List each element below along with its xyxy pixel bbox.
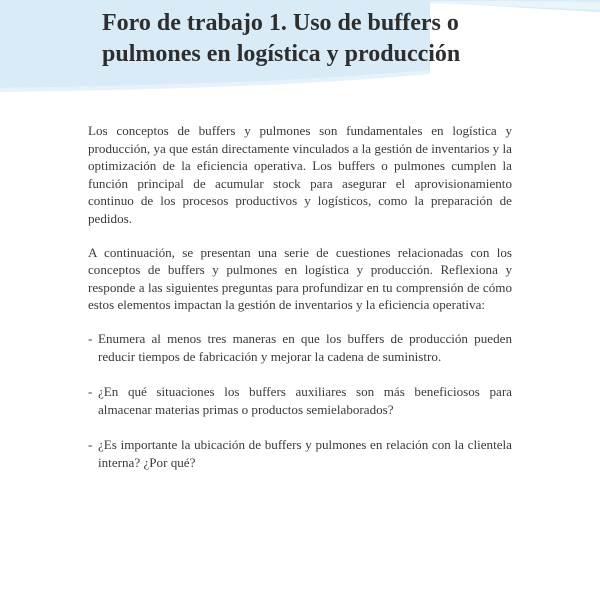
instructions-paragraph: A continuación, se presentan una serie de cuestiones relacionadas con los conceptos de buffers y pulmones en logística y producción. Reflexiona y responde a las siguientes preguntas para profundizar en tu comprensión de cómo estos elementos impactan la gestión de inventarios y la eficiencia operativa: <box>88 244 512 313</box>
list-item <box>88 330 512 365</box>
bullet-dash: - <box>88 384 93 400</box>
page-title: Foro de trabajo 1. Uso de buffers o pulmones en logística y producción <box>102 10 461 67</box>
bullet-dash: - <box>88 437 93 453</box>
intro-paragraph: Los conceptos de buffers y pulmones son fundamentales en logística y producción, ya que están directamente vinculados a la gestión de inventarios y la optimización de la eficiencia operativa. Los buffers o pulmones cumplen la función principal de acumular stock para asegurar el aprovisionamiento continuo de los procesos productivos y logísticos, como la preparación de pedidos. <box>88 123 512 226</box>
bullet-dash: - <box>88 330 93 346</box>
question-list <box>88 330 512 472</box>
question-text: ¿En qué situaciones los buffers auxiliares son más beneficiosos para almacenar materias primas o productos semielaborados? <box>98 384 512 417</box>
document-body <box>88 122 512 490</box>
question-text: Enumera al menos tres maneras en que los buffers de producción pueden reducir tiempos de fabricación y mejorar la cadena de suministro. <box>98 330 512 364</box>
question-text: ¿Es importante la ubicación de buffers y pulmones en relación con la clientela interna? ¿Por qué? <box>98 437 512 470</box>
list-item <box>88 436 512 471</box>
list-item <box>88 383 512 418</box>
